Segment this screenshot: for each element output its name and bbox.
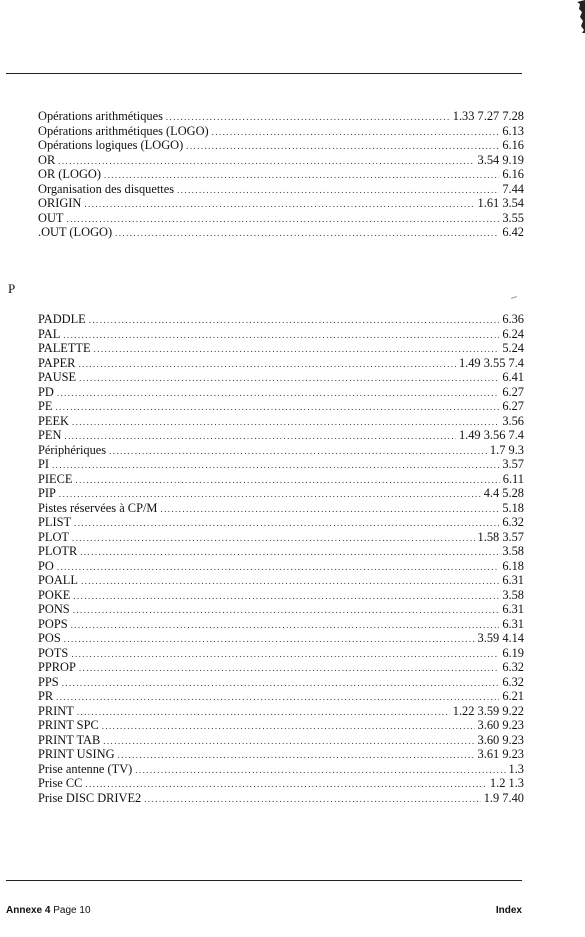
index-pages: 3.60 9.23	[477, 718, 524, 732]
index-pages: 3.61 9.23	[477, 747, 524, 761]
dot-leader	[56, 690, 499, 704]
index-pages: 3.57	[502, 457, 524, 471]
index-term: PRINT USING	[38, 747, 115, 761]
index-pages: 1.49 3.55 7.4	[458, 355, 524, 370]
index-term: POPS	[38, 616, 68, 631]
index-entry	[38, 182, 524, 197]
index-pages: 4.4 5.28	[483, 486, 524, 500]
index-term: Opérations logiques (LOGO)	[38, 138, 184, 152]
index-entry	[38, 689, 524, 704]
index-term: PAPER	[38, 355, 76, 370]
index-term: PLIST	[38, 515, 72, 529]
index-pages: 6.21	[502, 689, 524, 703]
index-entry	[38, 588, 524, 603]
stray-mark	[511, 296, 517, 299]
dot-leader	[78, 357, 456, 371]
section-letter: P	[8, 281, 16, 296]
index-pages: 3.58	[502, 587, 524, 602]
index-term: Prise DISC DRIVE2	[38, 790, 142, 805]
footer-annex: Annexe 4	[6, 905, 51, 916]
index-term: PEEK	[38, 413, 69, 428]
index-pages: 6.32	[502, 515, 524, 529]
dot-leader	[144, 792, 480, 806]
index-pages: 3.55	[502, 210, 524, 225]
dot-leader	[62, 676, 500, 690]
dot-leader	[72, 415, 499, 429]
index-entry	[38, 704, 524, 719]
index-term: PRINT TAB	[38, 732, 101, 747]
index-term: Opérations arithmétiques (LOGO)	[38, 123, 209, 138]
dot-leader	[57, 386, 499, 400]
dot-leader	[80, 545, 499, 559]
index-pages: 6.19	[502, 645, 524, 660]
index-term: Prise CC	[38, 776, 83, 790]
index-pages: 6.32	[502, 660, 524, 674]
dot-leader	[58, 154, 474, 168]
dot-leader	[72, 531, 475, 545]
index-term: PEN	[38, 428, 62, 442]
index-term: PPS	[38, 674, 59, 689]
dot-leader	[59, 487, 481, 501]
dot-leader	[115, 226, 499, 240]
index-entry	[38, 660, 524, 675]
index-entry	[38, 370, 524, 385]
index-pages: 6.27	[502, 399, 524, 413]
index-pages: 1.7 9.3	[489, 442, 524, 457]
index-pages: 1.58 3.57	[477, 529, 524, 544]
index-pages: 6.13	[502, 123, 524, 138]
index-term: Organisation des disquettes	[38, 181, 175, 196]
page-edge-mark	[567, 0, 585, 34]
dot-leader	[160, 502, 499, 516]
index-pages: 6.31	[502, 573, 524, 587]
index-pages: 3.60 9.23	[477, 732, 524, 747]
index-entry	[38, 341, 524, 356]
index-term: PRINT SPC	[38, 718, 99, 732]
index-term: PALETTE	[38, 341, 91, 355]
index-term: POALL	[38, 573, 78, 587]
index-pages: 6.11	[502, 471, 524, 486]
index-pages: 6.41	[502, 370, 524, 384]
index-term: Pistes réservées à CP/M	[38, 500, 158, 515]
dot-leader	[186, 139, 499, 153]
index-pages: 6.42	[502, 225, 524, 239]
index-entry	[38, 414, 524, 429]
dot-leader	[73, 589, 499, 603]
index-pages: 3.54 9.19	[477, 152, 524, 167]
index-term: PLOTR	[38, 544, 78, 558]
dot-leader	[102, 719, 475, 733]
index-pages: 1.61 3.54	[477, 196, 524, 210]
dot-leader	[74, 516, 499, 530]
index-term: PIP	[38, 486, 56, 500]
index-entry	[38, 617, 524, 632]
index-pages: 3.58	[502, 544, 524, 558]
index-entry	[38, 573, 524, 588]
dot-leader	[52, 458, 499, 472]
dot-leader	[166, 110, 450, 124]
dot-leader	[84, 197, 474, 211]
index-pages: 6.16	[502, 167, 524, 181]
index-pages: 1.3	[508, 761, 524, 776]
index-pages: 5.18	[502, 500, 524, 515]
index-entry	[38, 225, 524, 240]
index-pages: 1.22 3.59 9.22	[452, 703, 524, 718]
index-pages: 1.33 7.27 7.28	[452, 109, 524, 123]
index-term: PD	[38, 384, 54, 399]
index-term: PAL	[38, 326, 61, 341]
index-entry	[38, 428, 524, 443]
index-entry	[38, 356, 524, 371]
dot-leader	[57, 560, 499, 574]
index-entry	[38, 776, 524, 791]
index-term: Opérations arithmétiques	[38, 109, 163, 123]
index-pages: 1.9 7.40	[483, 790, 524, 805]
index-term: POTS	[38, 645, 69, 660]
index-entry	[38, 327, 524, 342]
dot-leader	[94, 342, 500, 356]
index-term: PADDLE	[38, 312, 86, 326]
index-block-operations	[38, 109, 524, 240]
index-entry	[38, 501, 524, 516]
dot-leader	[64, 429, 456, 443]
index-term: OR	[38, 152, 56, 167]
index-pages: 6.31	[502, 602, 524, 616]
index-pages: 3.56	[502, 413, 524, 428]
dot-leader	[75, 473, 499, 487]
index-entry	[38, 646, 524, 661]
index-entry	[38, 718, 524, 733]
index-term: OR (LOGO)	[38, 167, 101, 181]
dot-leader	[73, 603, 500, 617]
index-entry	[38, 747, 524, 762]
dot-leader	[55, 400, 499, 414]
index-entry	[38, 443, 524, 458]
index-pages: 6.36	[502, 312, 524, 326]
dot-leader	[81, 574, 499, 588]
index-entry	[38, 515, 524, 530]
index-entry	[38, 167, 524, 182]
dot-leader	[63, 328, 499, 342]
footer-page-number: Page 10	[53, 905, 91, 916]
index-entry	[38, 486, 524, 501]
index-term: PRINT	[38, 703, 74, 718]
top-rule	[6, 73, 522, 74]
index-entry	[38, 559, 524, 574]
index-pages: 5.24	[502, 341, 524, 355]
index-term: ORIGIN	[38, 196, 82, 210]
index-term: POKE	[38, 587, 71, 602]
index-pages: 6.31	[502, 616, 524, 631]
index-entry	[38, 138, 524, 153]
dot-leader	[118, 748, 475, 762]
dot-leader	[103, 734, 474, 748]
dot-leader	[77, 705, 450, 719]
index-entry	[38, 196, 524, 211]
dot-leader	[79, 371, 499, 385]
dot-leader	[79, 661, 499, 675]
dot-leader	[104, 168, 499, 182]
index-entry	[38, 312, 524, 327]
index-pages: 6.27	[502, 384, 524, 399]
dot-leader	[66, 212, 499, 226]
index-term: PPROP	[38, 660, 76, 674]
index-entry	[38, 211, 524, 226]
dot-leader	[135, 763, 505, 777]
index-entry	[38, 733, 524, 748]
dot-leader	[89, 313, 500, 327]
index-entry	[38, 109, 524, 124]
dot-leader	[85, 777, 487, 791]
footer-page-label	[6, 905, 91, 916]
index-entry	[38, 472, 524, 487]
dot-leader	[64, 632, 475, 646]
index-entry	[38, 762, 524, 777]
index-term: PR	[38, 689, 54, 703]
index-entry	[38, 399, 524, 414]
index-pages: 6.18	[502, 558, 524, 573]
index-term: OUT	[38, 210, 64, 225]
index-pages: 6.16	[502, 138, 524, 152]
index-entry	[38, 544, 524, 559]
index-entry	[38, 602, 524, 617]
index-pages: 7.44	[502, 181, 524, 196]
index-term: PIECE	[38, 471, 73, 486]
index-entry	[38, 124, 524, 139]
bottom-rule	[6, 880, 522, 881]
index-entry	[38, 457, 524, 472]
footer-section-title: Index	[495, 905, 522, 916]
index-term: PI	[38, 457, 50, 471]
index-term: POS	[38, 631, 61, 645]
index-entry	[38, 385, 524, 400]
index-entry	[38, 153, 524, 168]
index-entry	[38, 791, 524, 806]
index-term: .OUT (LOGO)	[38, 225, 113, 239]
index-block-p	[38, 312, 524, 805]
dot-leader	[212, 125, 500, 139]
index-pages: 6.32	[502, 674, 524, 689]
index-entry	[38, 530, 524, 545]
index-pages: 3.59 4.14	[477, 631, 524, 645]
index-entry	[38, 631, 524, 646]
index-term: Périphériques	[38, 442, 107, 457]
index-pages: 6.24	[502, 326, 524, 341]
dot-leader	[109, 444, 487, 458]
index-term: PE	[38, 399, 53, 413]
index-term: PLOT	[38, 529, 69, 544]
index-entry	[38, 675, 524, 690]
dot-leader	[177, 183, 499, 197]
dot-leader	[71, 618, 500, 632]
dot-leader	[71, 647, 499, 661]
index-term: PO	[38, 558, 54, 573]
index-pages: 1.2 1.3	[489, 776, 524, 790]
index-term: PONS	[38, 602, 70, 616]
index-term: Prise antenne (TV)	[38, 761, 133, 776]
index-pages: 1.49 3.56 7.4	[458, 428, 524, 442]
index-term: PAUSE	[38, 370, 77, 384]
